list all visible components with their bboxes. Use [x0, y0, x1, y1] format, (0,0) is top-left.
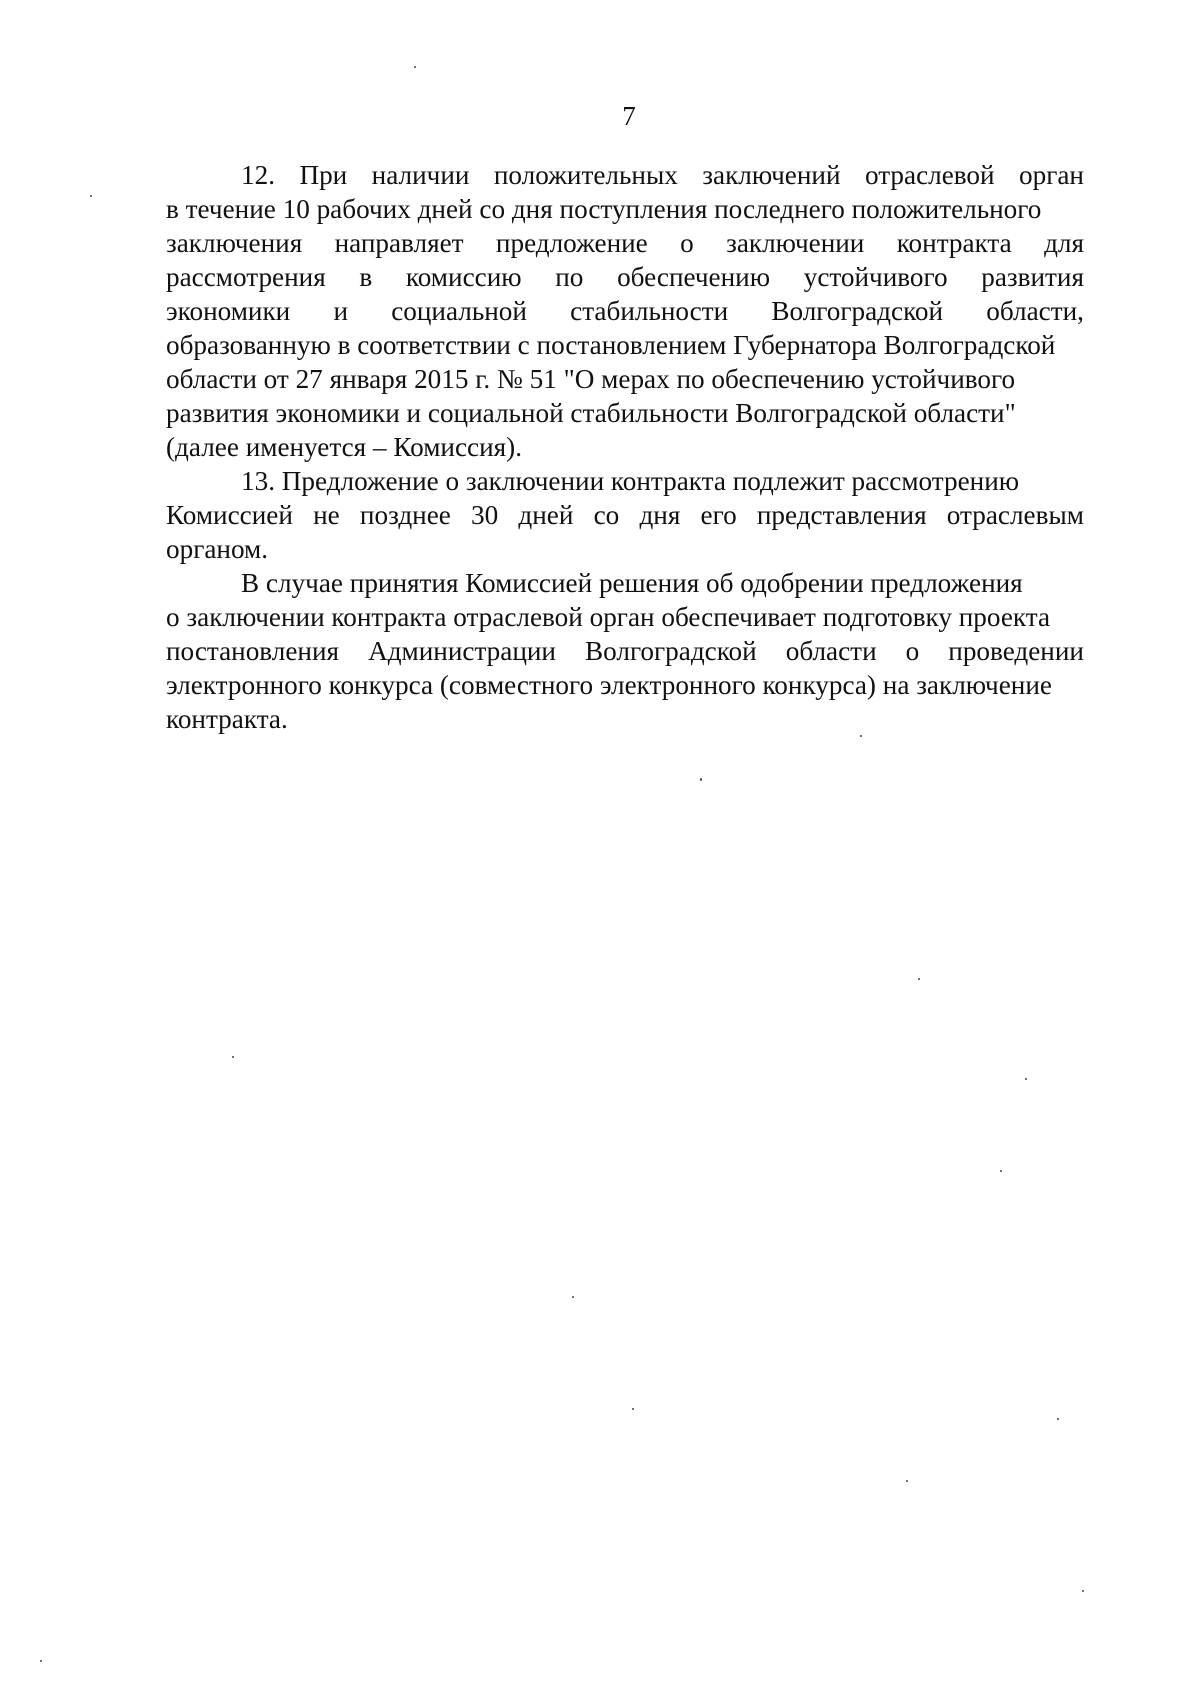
- word: проведении: [948, 636, 1084, 666]
- word: экономики: [166, 296, 291, 326]
- word: Администрации: [368, 636, 556, 666]
- scan-speck: [572, 1296, 574, 1298]
- text-line: (далее именуется – Комиссия).: [166, 432, 522, 462]
- scan-speck: [414, 66, 416, 68]
- document-body: [166, 158, 1084, 736]
- word: Комиссией: [166, 500, 293, 530]
- word: орган: [1019, 160, 1084, 190]
- word: Волгоградской: [585, 636, 757, 666]
- word: заключения: [166, 228, 303, 258]
- word: устойчивого: [803, 262, 948, 292]
- scan-speck: [1000, 1170, 1002, 1172]
- text-line: [166, 226, 1084, 260]
- word: позднее: [359, 500, 451, 530]
- scan-speck: [700, 778, 702, 781]
- word: Волгоградской: [771, 296, 944, 326]
- scan-speck: [90, 195, 92, 197]
- scan-speck: [860, 735, 862, 737]
- word: для: [1044, 228, 1084, 258]
- word: 30: [471, 500, 499, 530]
- word: развития: [981, 262, 1084, 292]
- word: направляет: [334, 228, 464, 258]
- word: в: [359, 262, 373, 292]
- scan-speck: [40, 1660, 42, 1662]
- page-number: 7: [622, 101, 636, 131]
- text-line: органом.: [166, 534, 269, 564]
- paragraph-p13b: [166, 566, 1084, 736]
- word: отраслевой: [864, 160, 995, 190]
- word: рассмотрения: [166, 262, 326, 292]
- word: и: [333, 296, 348, 326]
- word: его: [700, 500, 737, 530]
- paragraph-p13: [166, 464, 1084, 566]
- scan-speck: [918, 978, 920, 980]
- word: дня: [639, 500, 681, 530]
- word: контракта: [896, 228, 1012, 258]
- word: наличии: [371, 160, 470, 190]
- scan-speck: [906, 1480, 908, 1482]
- text-line: В случае принятия Комиссией решения об одобрении предложения: [241, 568, 1023, 598]
- word: 12.: [241, 160, 275, 190]
- text-line: области от 27 января 2015 г. № 51 "О мерах по обеспечению устойчивого: [166, 364, 1016, 394]
- text-line: [166, 260, 1084, 294]
- scan-speck: [1082, 1590, 1084, 1592]
- scan-speck: [1057, 1418, 1059, 1420]
- word: отраслевым: [946, 500, 1084, 530]
- text-line: [166, 294, 1084, 328]
- text-line: электронного конкурса (совместного электронного конкурса) на заключение: [166, 670, 1052, 700]
- word: по: [555, 262, 584, 292]
- paragraph-p12: [166, 158, 1084, 464]
- word: о: [905, 636, 920, 666]
- text-line: в течение 10 рабочих дней со дня поступления последнего положительного: [166, 194, 1042, 224]
- scan-speck: [232, 1056, 234, 1058]
- text-line: [166, 634, 1084, 668]
- word: положительных: [493, 160, 678, 190]
- text-line: 13. Предложение о заключении контракта подлежит рассмотрению: [241, 466, 1020, 496]
- word: представления: [756, 500, 927, 530]
- text-line: контракта.: [166, 704, 288, 734]
- word: постановления: [166, 636, 340, 666]
- word: области,: [986, 296, 1084, 326]
- word: При: [299, 160, 348, 190]
- word: предложение: [495, 228, 648, 258]
- scan-speck: [1025, 1078, 1027, 1080]
- word: области: [785, 636, 877, 666]
- word: дней: [518, 500, 574, 530]
- word: социальной: [391, 296, 527, 326]
- word: о: [680, 228, 694, 258]
- text-line: [166, 158, 1084, 192]
- word: не: [313, 500, 340, 530]
- text-line: [166, 498, 1084, 532]
- text-line: образованную в соответствии с постановлением Губернатора Волгоградской: [166, 330, 1056, 360]
- word: обеспечению: [617, 262, 771, 292]
- word: со: [593, 500, 620, 530]
- word: стабильности: [570, 296, 729, 326]
- word: заключений: [702, 160, 841, 190]
- scan-speck: [632, 1408, 634, 1410]
- word: заключении: [726, 228, 865, 258]
- text-line: развития экономики и социальной стабильности Волгоградской области": [166, 398, 1016, 428]
- word: комиссию: [405, 262, 522, 292]
- text-line: о заключении контракта отраслевой орган обеспечивает подготовку проекта: [166, 602, 1051, 632]
